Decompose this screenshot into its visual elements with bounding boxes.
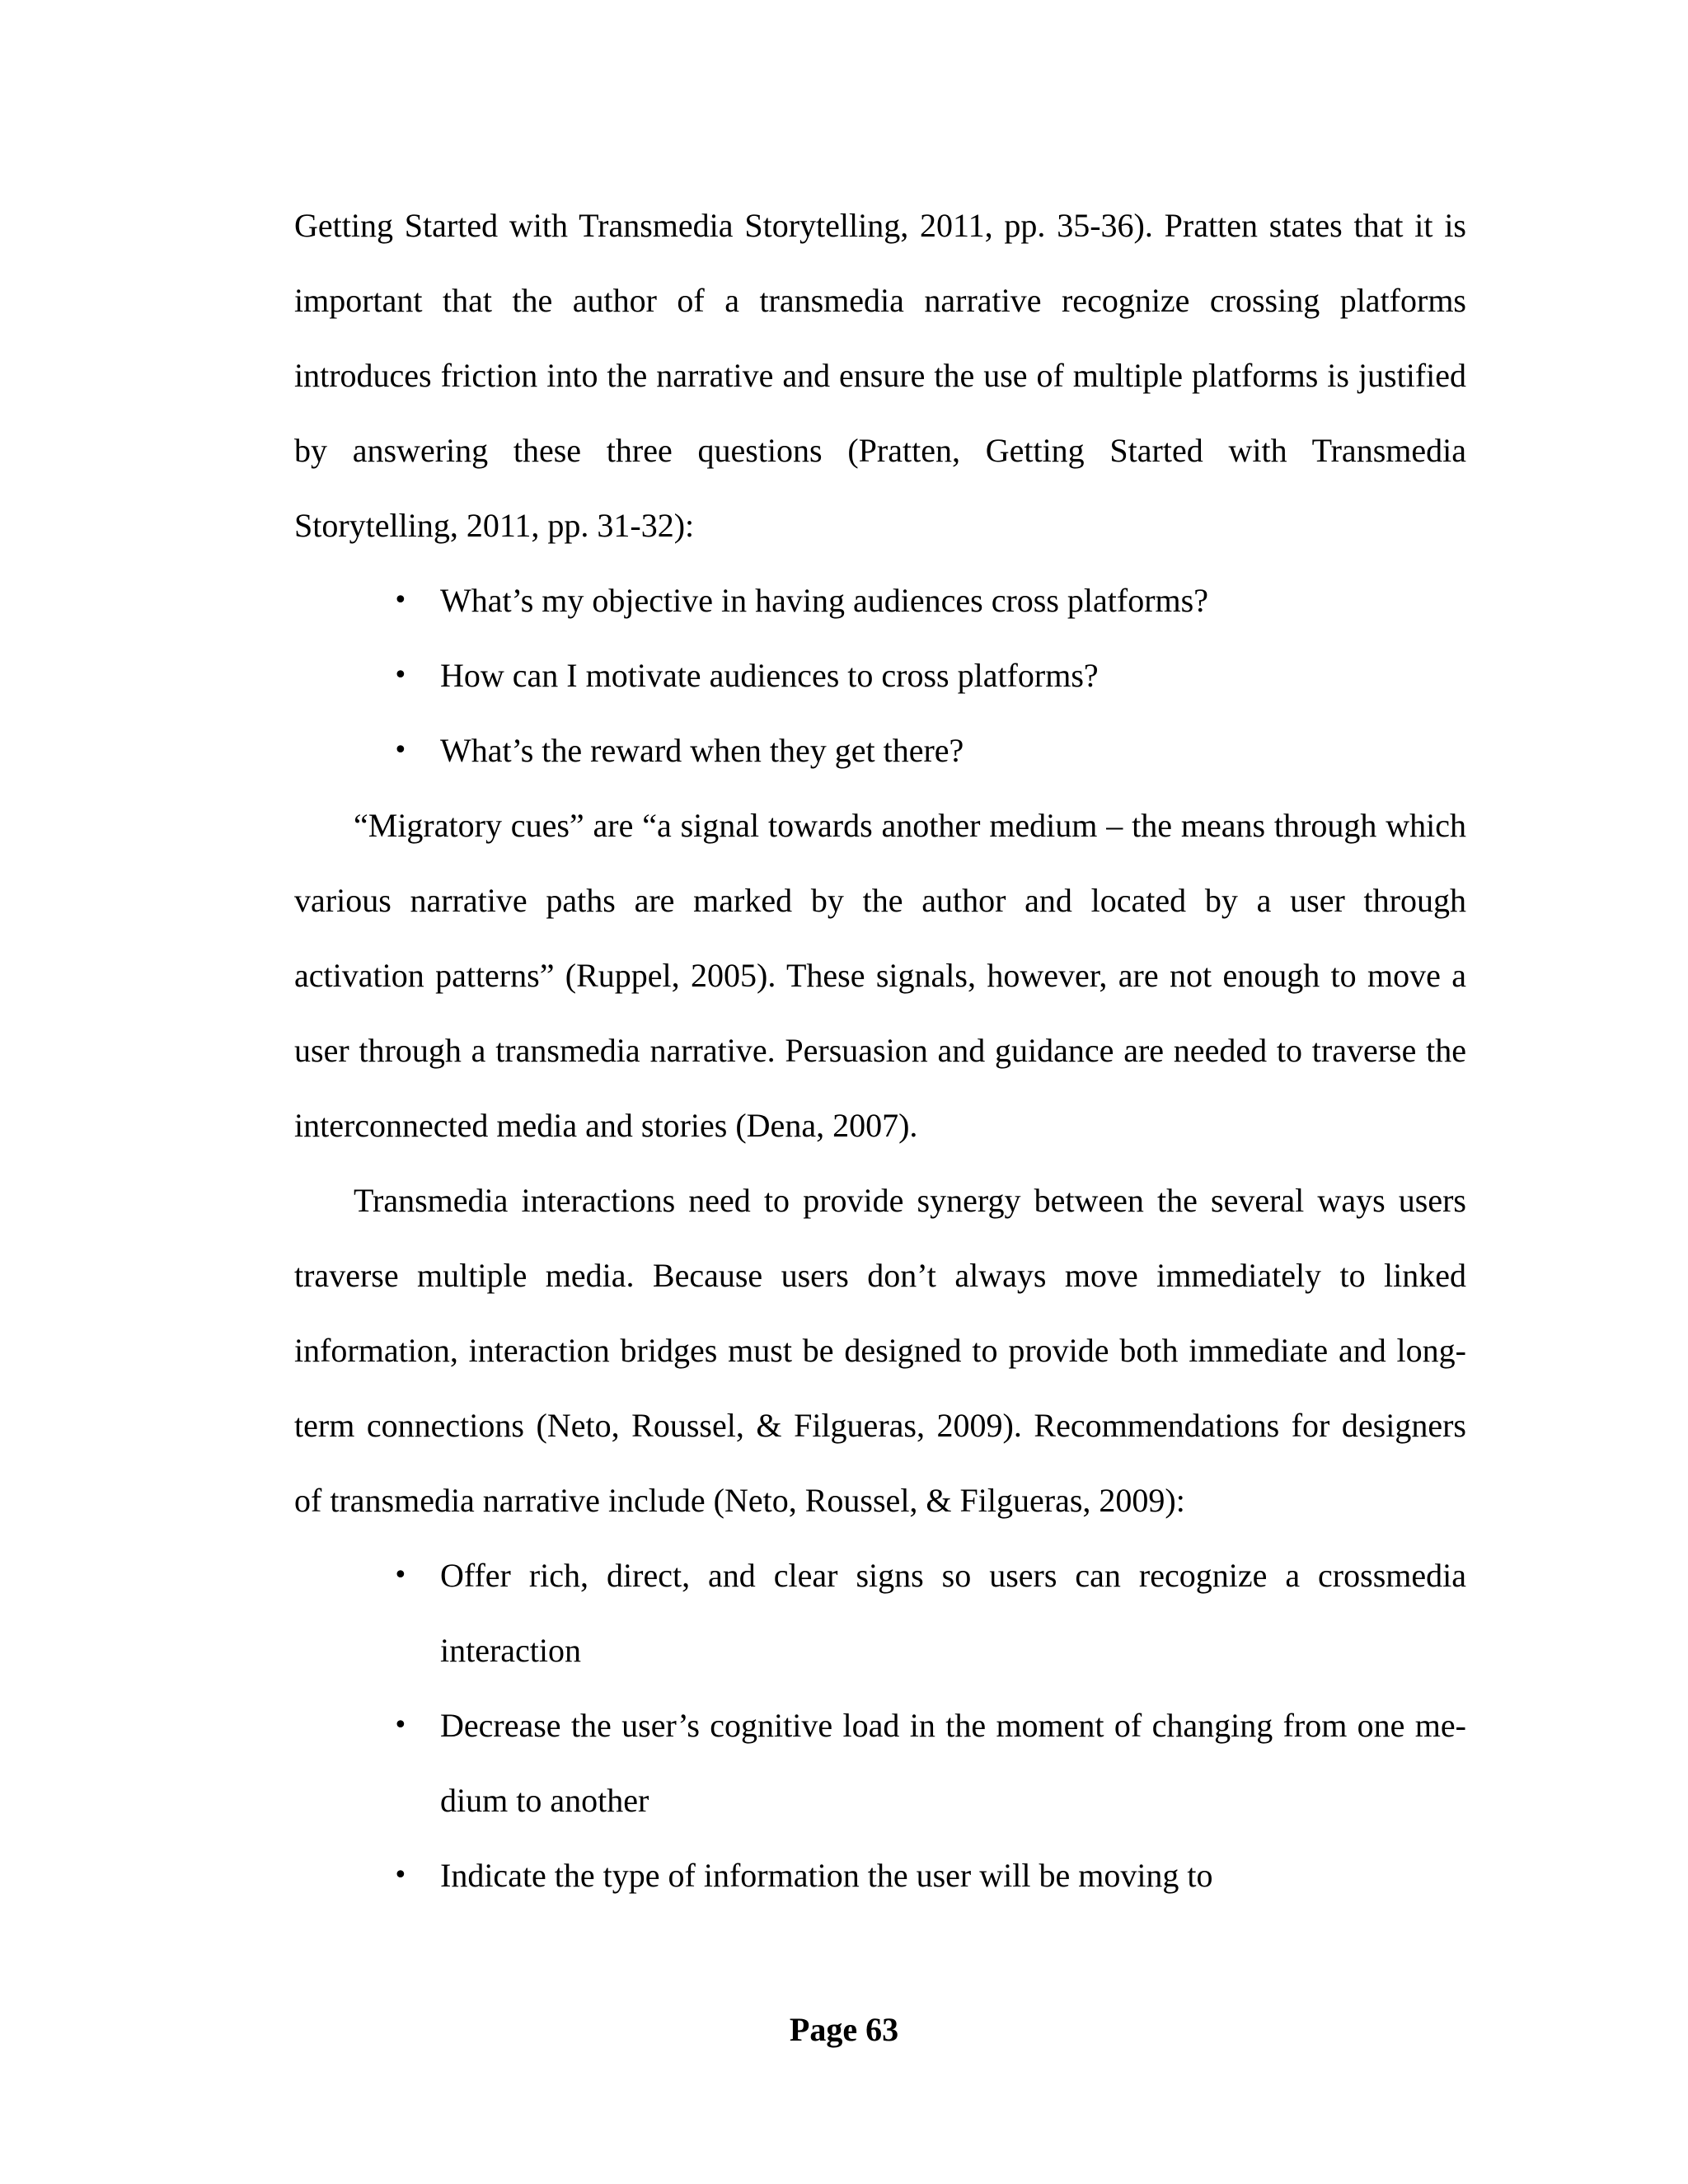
body-text <box>294 188 1466 1913</box>
list-item-text: What’s the reward when they get there? <box>440 732 964 769</box>
bullet-icon: • <box>393 1561 408 1590</box>
list-item-text: What’s my objective in having audiences cross platforms? <box>440 582 1208 619</box>
bullet-icon: • <box>393 661 408 690</box>
list-item <box>393 1688 1466 1838</box>
page-number: Page 63 <box>789 2011 899 2048</box>
list-item <box>393 563 1466 638</box>
list-item-text: Offer rich, direct, and clear signs so users can recognize a crossmedia interaction <box>440 1557 1466 1669</box>
bullet-icon: • <box>393 1861 408 1890</box>
bullet-icon: • <box>393 1711 408 1740</box>
bullet-icon: • <box>393 736 408 765</box>
recommendations-list <box>294 1538 1466 1913</box>
questions-list <box>294 563 1466 788</box>
list-item-text: How can I motivate audiences to cross platforms? <box>440 657 1099 694</box>
list-item-text: Decrease the user’s cognitive load in the moment of changing from one medium to another <box>440 1707 1466 1819</box>
list-item <box>393 1838 1466 1913</box>
list-item-text: Indicate the type of information the user will be moving to <box>440 1857 1213 1894</box>
bullet-icon: • <box>393 586 408 615</box>
paragraph-migratory-cues: “Migratory cues” are “a signal towards another medium – the means through which various narrative paths are marked by the author and located by a user through activation patterns” (Ruppel, 2005). These signals, however, are not enough to move a user through a transmedia narrative. Persuasion and guidance are needed to traverse the interconnected media and stories (Dena, 2007). <box>294 807 1466 1144</box>
paragraph-transmedia-interactions: Transmedia interactions need to provide synergy between the several ways users traverse multiple media. Because users don’t always move immediately to linked information, interaction bridges must be designed to provide both immediate and long-term connections (Neto, Roussel, & Filgueras, 2009). Recommendations for designers of transmedia narrative include (Neto, Roussel, & Filgueras, 2009): <box>294 1182 1466 1519</box>
list-item <box>393 1538 1466 1688</box>
list-item <box>393 638 1466 713</box>
list-item <box>393 713 1466 788</box>
paragraph-pratten-questions: Getting Started with Transmedia Storytelling, 2011, pp. 35-36). Pratten states that it is important that the author of a transmedia narrative recognize crossing platforms introduces friction into the narrative and ensure the use of multiple platforms is justified by answering these three questions (Pratten, Getting Started with Transmedia Storytelling, 2011, pp. 31-32): <box>294 207 1466 544</box>
